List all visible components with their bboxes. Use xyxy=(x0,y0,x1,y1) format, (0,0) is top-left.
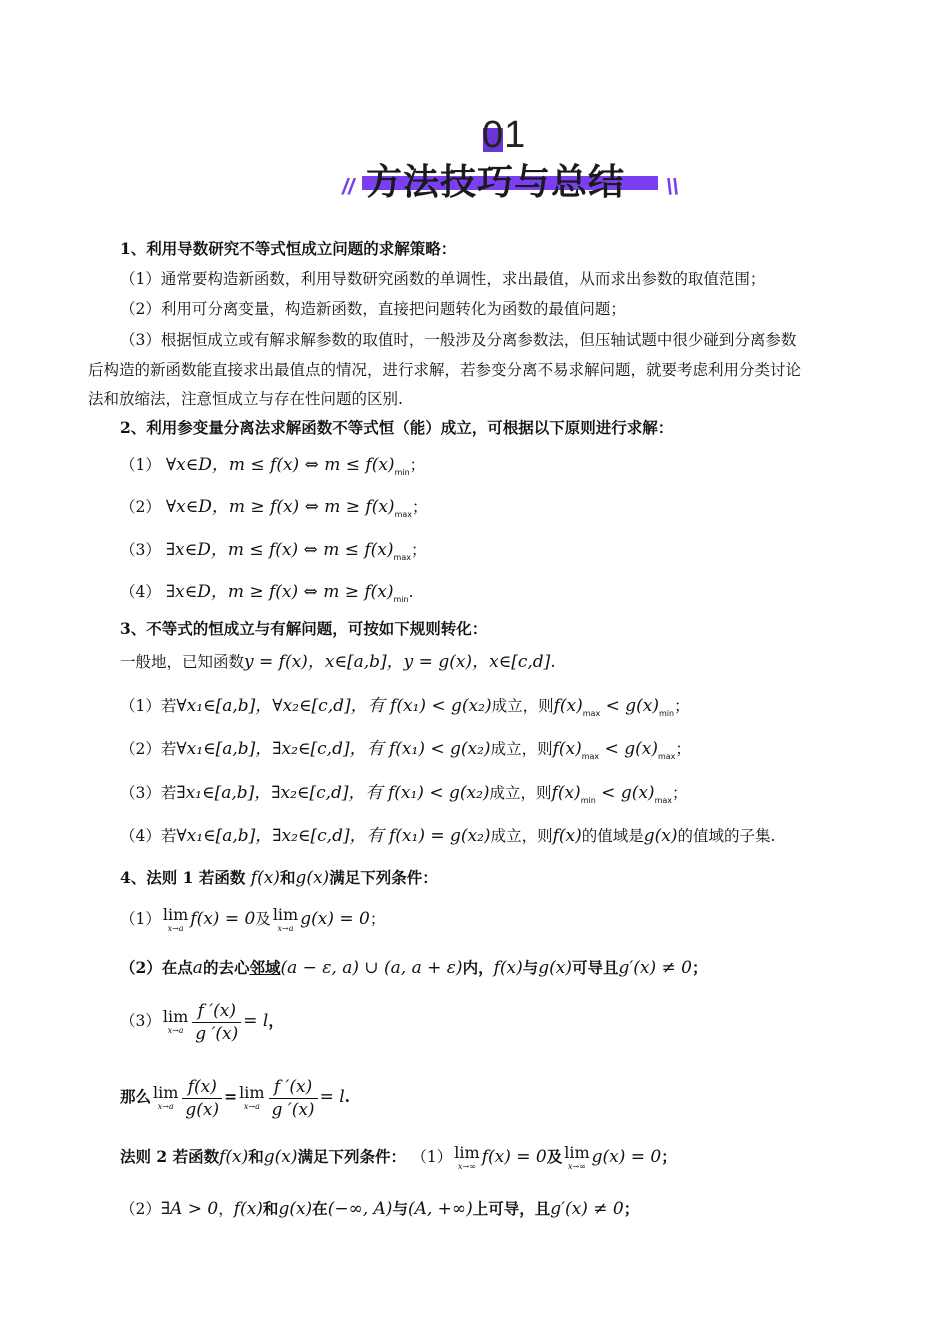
case-condition: ∀x₁∈[a,b]，∃x₂∈[c,d]，有 f(x₁) < g(x₂) xyxy=(176,739,491,759)
condition-and: 及 xyxy=(546,1147,563,1166)
limit-f: f(x) = 0 xyxy=(481,1147,547,1167)
rule-1-condition-1 xyxy=(120,904,385,934)
heading-g: g(x) xyxy=(263,1147,298,1167)
fraction xyxy=(269,1077,318,1120)
condition-gprime: g′(x) ≠ 0 xyxy=(550,1199,624,1219)
condition-g: g(x) xyxy=(538,958,572,978)
conclusion-word: 那么 xyxy=(120,1087,152,1106)
section-header xyxy=(340,112,680,202)
condition-mid: 的去心 xyxy=(202,958,250,977)
case-result-f: f(x) xyxy=(553,696,583,716)
limit-word: lim xyxy=(239,1083,265,1102)
fraction-denominator: g ′(x) xyxy=(271,1099,315,1120)
condition-and: 及 xyxy=(255,910,271,928)
section-2-rule-2 xyxy=(120,496,428,526)
comma: ， xyxy=(218,1200,234,1218)
limit-subscript: x→∞ xyxy=(567,1162,586,1171)
case-mid-2: 的值域是 xyxy=(581,827,644,845)
rule-label: （1） xyxy=(120,456,161,474)
section-1-point-3-line-3: 法和放缩法，注意恒成立与存在性问题的区别. xyxy=(88,390,403,408)
heading-text-b: 满足下列条件： xyxy=(297,1147,406,1166)
condition-end: ； xyxy=(661,1147,677,1166)
limit xyxy=(454,1145,479,1171)
rule-label: （2） xyxy=(120,498,161,516)
rule-label: （4） xyxy=(120,583,161,601)
rule-1-condition-2 xyxy=(120,957,707,979)
fraction xyxy=(192,1001,241,1044)
case-g: g(x) xyxy=(643,826,678,846)
case-mid: 成立，则 xyxy=(491,697,554,715)
section-1-point-2: （2）利用可分离变量，构造新函数，直接把问题转化为函数的最值问题； xyxy=(120,300,626,318)
fraction-numerator: f(x) xyxy=(182,1077,222,1099)
case-mid: 成立，则 xyxy=(490,827,553,845)
limit xyxy=(239,1085,264,1111)
limit xyxy=(564,1145,589,1171)
rule-end: ； xyxy=(410,541,427,559)
rule-2-heading xyxy=(120,1141,677,1173)
case-condition: ∃x₁∈[a,b]，∃x₂∈[c,d]，有 f(x₁) < g(x₂) xyxy=(176,783,490,803)
section-2-heading: 2、利用参变量分离法求解函数不等式恒（能）成立，可根据以下原则进行求解： xyxy=(120,418,674,437)
case-sub-2: max xyxy=(657,752,676,761)
case-condition: ∀x₁∈[a,b]，∀x₂∈[c,d]，有 f(x₁) < g(x₂) xyxy=(176,696,492,716)
condition-f: f(x) xyxy=(233,1199,263,1219)
limit-subscript: x→a xyxy=(243,1102,260,1111)
limit xyxy=(273,907,298,933)
rule-subscript: min xyxy=(393,595,409,604)
case-label: （4）若 xyxy=(120,827,177,845)
rule-formula: ∀x∈D，m ≥ f(x) ⇔ m ≥ f(x) xyxy=(165,497,395,517)
limit-word: lim xyxy=(454,1143,480,1162)
case-result-g: < g(x) xyxy=(600,696,659,716)
condition-f: f(x) xyxy=(493,958,523,978)
condition-g: g(x) xyxy=(278,1199,313,1219)
rule-end: ； xyxy=(409,456,426,474)
equals: = xyxy=(224,1087,238,1106)
limit xyxy=(163,907,188,933)
fraction-numerator: f ′(x) xyxy=(192,1001,241,1023)
case-mid: 成立，则 xyxy=(490,740,553,758)
case-result-f: f(x) xyxy=(551,783,581,803)
neighborhood-link-text: 邻域 xyxy=(249,958,281,977)
limit-subscript: x→∞ xyxy=(458,1162,476,1171)
section-3-intro xyxy=(120,651,556,673)
limit xyxy=(153,1085,178,1111)
fraction-denominator: g ′(x) xyxy=(195,1023,239,1044)
rule-end: . xyxy=(408,583,414,601)
limit-word: lim xyxy=(153,1083,179,1102)
case-result-f: f(x) xyxy=(552,739,582,759)
condition-label: （2） xyxy=(120,1200,161,1218)
rule-formula: ∃x∈D，m ≥ f(x) ⇔ m ≥ f(x) xyxy=(165,582,394,602)
equals-l: = l xyxy=(319,1087,345,1107)
section-2-rule-1 xyxy=(120,454,425,484)
condition-label: （1） xyxy=(120,910,161,928)
case-sub-1: max xyxy=(581,752,600,761)
section-1-heading: 1、利用导数研究不等式恒成立问题的求解策略： xyxy=(120,239,457,258)
limit-word: lim xyxy=(162,1007,189,1026)
condition-in: 内， xyxy=(462,958,494,977)
limit-subscript: x→a xyxy=(157,1102,174,1111)
condition-yu: 与 xyxy=(392,1199,408,1218)
limit-subscript: x→a xyxy=(167,924,184,933)
rule-formula: ∀x∈D，m ≤ f(x) ⇔ m ≤ f(x) xyxy=(165,455,395,475)
condition-gprime: g′(x) ≠ 0 xyxy=(618,958,692,978)
condition-zai: 在 xyxy=(312,1199,328,1218)
limit-word: lim xyxy=(272,905,299,924)
case-sub-1: max xyxy=(582,709,601,718)
interval-left: (−∞, A) xyxy=(327,1199,393,1219)
condition-label: （3） xyxy=(120,1012,161,1030)
intro-text: 一般地，已知函数 xyxy=(120,653,245,671)
section-3-heading: 3、不等式的恒成立与有解问题，可按如下规则转化： xyxy=(120,619,488,638)
section-4-heading xyxy=(120,867,438,889)
condition-label: （2）在点 xyxy=(120,958,193,977)
condition-end: ； xyxy=(691,958,708,977)
section-3-case-4 xyxy=(120,825,775,847)
condition-text: 上可导，且 xyxy=(472,1199,551,1218)
rule-1-conclusion xyxy=(120,1074,350,1120)
case-label: （2）若 xyxy=(120,740,177,758)
neighborhood-math: (a − ε, a) ∪ (a, a + ε) xyxy=(280,958,463,978)
section-1-point-3-line-2: 后构造的新函数能直接求出最值点的情况，进行求解，若参变分离不易求解问题，就要考虑利用分类讨论 xyxy=(88,361,802,379)
rule-subscript: max xyxy=(394,510,412,519)
case-end: 的值域的子集. xyxy=(677,827,776,845)
heading-text-b: 满足下列条件： xyxy=(329,868,438,887)
rule-label: （3） xyxy=(120,541,161,559)
condition-end: ； xyxy=(623,1199,640,1218)
rule-2-condition-2 xyxy=(120,1198,639,1220)
heading-and: 和 xyxy=(279,868,296,887)
section-1-point-1: （1）通常要构造新函数，利用导数研究函数的单调性，求出最值，从而求出参数的取值范围； xyxy=(120,270,766,288)
case-sub-1: min xyxy=(580,796,596,805)
equals-l: = l xyxy=(243,1011,269,1031)
exists-a: ∃A > 0 xyxy=(160,1199,219,1219)
fraction-numerator: f ′(x) xyxy=(269,1077,318,1099)
limit-word: lim xyxy=(162,905,189,924)
limit-subscript: x→a xyxy=(167,1026,184,1035)
case-f: f(x) xyxy=(552,826,582,846)
intro-math: y = f(x)，x∈[a,b]，y = g(x)，x∈[c,d]. xyxy=(244,652,556,672)
header-number: 01 xyxy=(482,114,527,156)
section-2-rule-3 xyxy=(120,539,426,569)
heading-f: f(x) xyxy=(219,1147,249,1167)
case-result-g: < g(x) xyxy=(599,739,658,759)
point-a: a xyxy=(192,958,203,978)
heading-g: g(x) xyxy=(295,868,330,888)
rule-subscript: min xyxy=(394,468,410,477)
limit-subscript: x→a xyxy=(277,924,294,933)
fraction xyxy=(182,1077,222,1120)
section-3-case-3 xyxy=(120,782,688,812)
condition-end: ， xyxy=(268,1011,284,1030)
left-slash-decoration: // xyxy=(342,174,355,199)
condition-label: （1） xyxy=(411,1148,453,1166)
heading-and: 和 xyxy=(248,1147,264,1166)
right-slash-decoration: \\ xyxy=(666,174,679,199)
heading-f: f(x) xyxy=(250,868,280,888)
interval-right: (A, +∞) xyxy=(407,1199,473,1219)
case-end: ； xyxy=(674,697,690,715)
fraction-denominator: g(x) xyxy=(185,1099,220,1120)
condition-text: 可导且 xyxy=(571,958,619,977)
limit-g: g(x) = 0 xyxy=(591,1147,662,1167)
section-1-point-3-line-1: （3）根据恒成立或有解求解参数的取值时，一般涉及分离参数法，但压轴试题中很少碰到分离参数 xyxy=(120,331,797,349)
case-label: （3）若 xyxy=(120,784,177,802)
limit-f: f(x) = 0 xyxy=(190,909,256,929)
case-sub-2: min xyxy=(659,709,675,718)
rule-end: ； xyxy=(412,498,428,516)
case-condition: ∀x₁∈[a,b]，∃x₂∈[c,d]，有 f(x₁) = g(x₂) xyxy=(176,826,491,846)
rule-1-condition-3 xyxy=(120,998,284,1044)
rule-subscript: max xyxy=(393,553,411,562)
case-label: （1）若 xyxy=(120,697,177,715)
limit-g: g(x) = 0 xyxy=(300,909,370,929)
limit xyxy=(163,1009,188,1035)
case-result-g: < g(x) xyxy=(595,783,655,803)
case-mid: 成立，则 xyxy=(489,784,552,802)
rule-formula: ∃x∈D，m ≤ f(x) ⇔ m ≤ f(x) xyxy=(165,540,394,560)
condition-yu: 与 xyxy=(522,958,539,977)
case-end: ； xyxy=(672,784,688,802)
heading-text-a: 法则 2 若函数 xyxy=(120,1147,220,1166)
section-2-rule-4 xyxy=(120,581,414,611)
condition-and: 和 xyxy=(262,1199,279,1218)
heading-text-a: 4、法则 1 若函数 xyxy=(120,868,246,887)
case-sub-2: max xyxy=(654,796,673,805)
section-3-case-2 xyxy=(120,738,691,768)
case-end: ； xyxy=(675,740,691,758)
conclusion-end: . xyxy=(344,1087,351,1106)
limit-word: lim xyxy=(564,1143,590,1162)
header-title: 方法技巧与总结 xyxy=(366,162,626,203)
condition-end: ； xyxy=(369,910,386,928)
section-3-case-1 xyxy=(120,695,690,725)
